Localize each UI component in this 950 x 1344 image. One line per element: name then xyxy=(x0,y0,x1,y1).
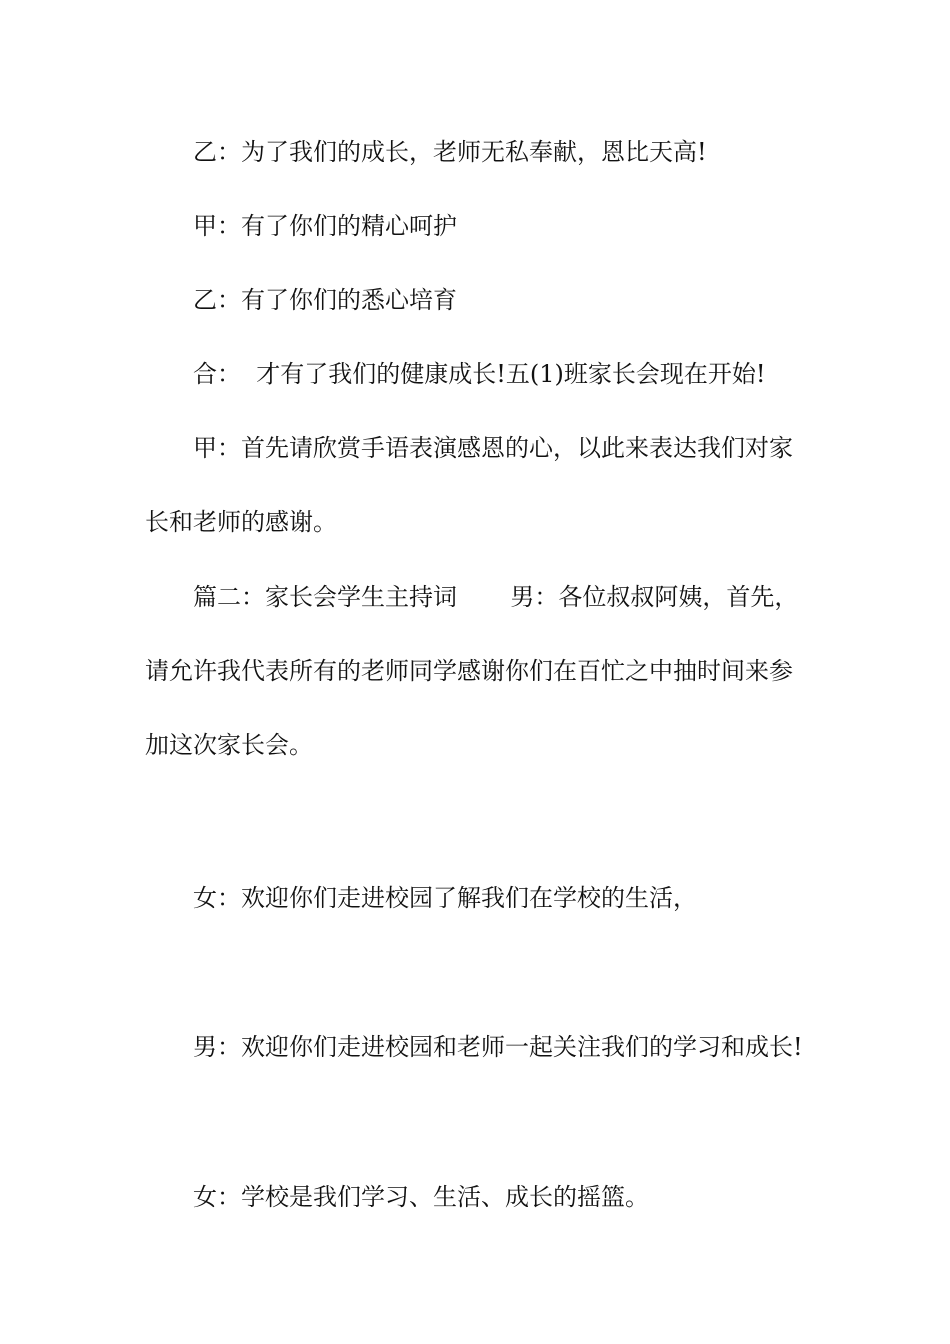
paragraph-line: 请允许我代表所有的老师同学感谢你们在百忙之中抽时间来参 xyxy=(145,657,793,685)
paragraph-line: 篇二：家长会学生主持词 男：各位叔叔阿姨，首先， xyxy=(193,583,799,611)
paragraph-line: 男：欢迎你们走进校园和老师一起关注我们的学习和成长! xyxy=(193,1033,803,1061)
paragraph-line: 乙：为了我们的成长，老师无私奉献，恩比天高! xyxy=(193,138,707,166)
paragraph-line: 女：欢迎你们走进校园了解我们在学校的生活， xyxy=(193,884,697,912)
paragraph-line: 女：学校是我们学习、生活、成长的摇篮。 xyxy=(193,1183,649,1211)
paragraph-line: 甲：有了你们的精心呵护 xyxy=(193,212,457,240)
paragraph-line: 乙：有了你们的悉心培育 xyxy=(193,286,457,314)
paragraph-line: 长和老师的感谢。 xyxy=(145,508,337,536)
paragraph-line: 加这次家长会。 xyxy=(145,731,313,759)
paragraph-line: 合： 才有了我们的健康成长!五(1)班家长会现在开始! xyxy=(193,360,766,388)
paragraph-line: 甲：首先请欣赏手语表演感恩的心，以此来表达我们对家 xyxy=(193,434,793,462)
